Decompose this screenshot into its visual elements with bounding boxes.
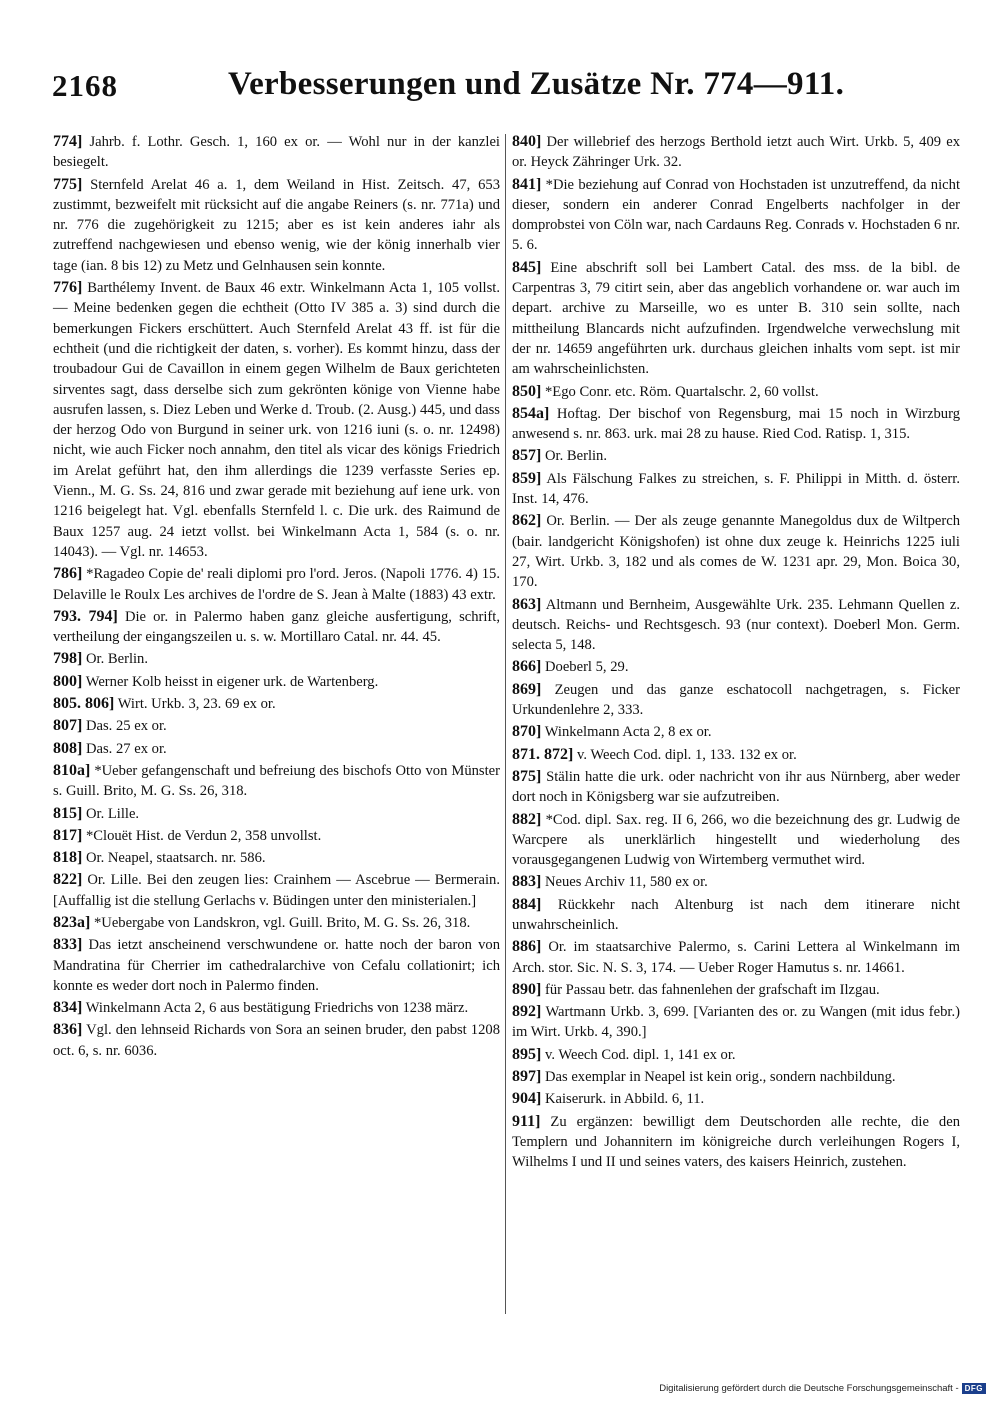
entry-text: Wartmann Urkb. 3, 699. [Varianten des or. zu Wangen (mit idus febr.) im Wirt. Urkb. 4, 390.] xyxy=(512,1004,960,1041)
entry-text: Or. Berlin. — Der als zeuge genannte Manegoldus dux de Wiltperch (bair. landgericht Königshofen) ist ohne dux zeuge k. Heinrichs 1225 iuli 27, Wirt. Urkb. 3, 182 und als comes de W. 1231 apr. 29, Mon. Boica 30, 170. xyxy=(512,513,960,591)
entry-text: Das exemplar in Neapel ist kein orig., sondern nachbildung. xyxy=(544,1069,896,1086)
footer-text: Digitalisierung gefördert durch die Deutsche Forschungsgemeinschaft - xyxy=(659,1383,959,1394)
entry-text: *Ueber gefangenschaft und befreiung des bischofs Otto von Münster s. Guill. Brito, M. G. Ss. 26, 318. xyxy=(53,762,501,800)
entry-number: 886] xyxy=(512,938,542,956)
entry-number: 836] xyxy=(53,1021,83,1039)
entry xyxy=(512,382,960,402)
entry-text: Kaiserurk. in Abbild. 6, 11. xyxy=(544,1091,705,1108)
entry xyxy=(53,694,500,714)
entry-number: 807] xyxy=(53,717,83,735)
entry-number: 840] xyxy=(512,133,542,150)
entry-text: Or. Lille. Bei den zeugen lies: Crainhem — Ascebrue — Bermerain. [Auffallig ist die stellung Gerlachs v. Büdingen unter den ministerialen.] xyxy=(53,872,500,909)
entry-number: 823a] xyxy=(53,913,91,931)
entry-number: 870] xyxy=(512,723,542,741)
entry-text: *Uebergabe von Landskron, vgl. Guill. Brito, M. G. Ss. 26, 318. xyxy=(93,914,471,931)
entry xyxy=(512,1045,960,1065)
entry-number: 833] xyxy=(53,936,83,954)
entry-text: Winkelmann Acta 2, 8 ex or. xyxy=(544,724,712,741)
entry-number: 875] xyxy=(512,767,542,785)
entry xyxy=(53,998,500,1018)
entry-text: für Passau betr. das fahnenlehen der grafschaft im Ilzgau. xyxy=(544,981,880,998)
entry-number: 857] xyxy=(512,447,542,465)
entry-number: 800] xyxy=(53,672,83,690)
entry-text: *Clouët Hist. de Verdun 2, 358 unvollst. xyxy=(85,827,322,844)
entry-number: 834] xyxy=(53,999,83,1017)
entry xyxy=(512,895,960,936)
entry xyxy=(512,937,960,978)
entry-text: Eine abschrift soll bei Lambert Catal. des mss. de la bibl. de Carpentras 3, 79 citirt sein, aber das angeblich vorhandene or. war auch im depart. archive zu Marseille, wo es unter B. 310 sein sollte, nach mittheilung Blancards nicht aufzufinden. Irgendwelche verwechslung mit der nr. 14659 angeführten urk. durchaus gleichen inhalts vom sept. ist mir am wahrscheinlichsten. xyxy=(512,259,960,378)
entry-text: Der willebrief des herzogs Berthold ietzt auch Wirt. Urkb. 5, 409 ex or. Heyck Zähringer Urk. 32. xyxy=(512,134,960,171)
entry-number: 866] xyxy=(512,658,542,676)
entry xyxy=(512,1002,960,1043)
entry xyxy=(512,446,960,466)
entry-text: Winkelmann Acta 2, 6 aus bestätigung Friedrichs von 1238 märz. xyxy=(85,1000,469,1017)
entry-text: Das. 27 ex or. xyxy=(85,740,167,757)
entry-number: 863] xyxy=(512,595,542,613)
entry-number: 897] xyxy=(512,1068,542,1086)
entry xyxy=(53,804,500,824)
entry xyxy=(512,722,960,742)
entry-text: Altmann und Bernheim, Ausgewählte Urk. 235. Lehmann Quellen z. deutsch. Reichs- und Rechtsgesch. 93 (nur context). Doeberl Mon. Germ. selecta 5, 148. xyxy=(512,596,960,654)
entry-number: 817] xyxy=(53,826,83,844)
entry xyxy=(512,511,960,592)
entry xyxy=(512,810,960,871)
entry-number: 822] xyxy=(53,871,83,889)
entry-number: 793. 794] xyxy=(53,607,118,625)
entry xyxy=(53,564,500,605)
entry xyxy=(512,1089,960,1109)
entry-text: Wirt. Urkb. 3, 23. 69 ex or. xyxy=(117,696,276,713)
entry xyxy=(512,657,960,677)
entry-number: 815] xyxy=(53,804,83,822)
entry-text: *Cod. dipl. Sax. reg. II 6, 266, wo die bezeichnung des gr. Ludwig de Warcpere als unerklärlich hingestellt und wiederholung des vorausgegangenen Ludwig von Wirtemberg vermuthet wird. xyxy=(512,811,960,869)
entry-text: Zeugen und das ganze eschatocoll nachgetragen, s. Ficker Urkundenlehre 2, 333. xyxy=(512,681,960,719)
entry xyxy=(512,980,960,1000)
entry-text: Or. Lille. xyxy=(85,805,140,822)
entry xyxy=(53,739,500,759)
page-title: Verbesserungen und Zusätze Nr. 774—911. xyxy=(228,66,845,102)
entry xyxy=(512,258,960,380)
entry-number: 892] xyxy=(512,1003,542,1021)
entry-text: Doeberl 5, 29. xyxy=(544,659,629,676)
entry-text: Das ietzt anscheinend verschwundene or. hatte noch der baron von Mandratina für Cherrier im cathedralarchive von Cefalu collationirt; ich konnte es weder dort noch in Palermo finden. xyxy=(53,937,500,994)
entry xyxy=(512,132,960,173)
entry-text: v. Weech Cod. dipl. 1, 141 ex or. xyxy=(544,1046,736,1063)
entry-number: 841] xyxy=(512,175,542,193)
entry-text: Vgl. den lehnseid Richards von Sora an seinen bruder, den pabst 1208 oct. 6, s. nr. 6036. xyxy=(53,1022,500,1059)
entry xyxy=(512,469,960,510)
entry-number: 882] xyxy=(512,810,542,828)
entry-number: 911] xyxy=(512,1112,541,1130)
entry xyxy=(53,672,500,692)
entry-number: 808] xyxy=(53,739,83,757)
entry xyxy=(512,767,960,808)
entry xyxy=(53,649,500,669)
entry-text: Or. Neapel, staatsarch. nr. 586. xyxy=(85,850,266,867)
left-column xyxy=(53,132,500,1063)
entry-text: Als Fälschung Falkes zu streichen, s. F. Philippi in Mitth. d. österr. Inst. 14, 476. xyxy=(512,470,960,508)
entry-text: Or. Berlin. xyxy=(544,448,608,465)
entry-number: 798] xyxy=(53,650,83,668)
entry-text: Stälin hatte die urk. oder nachricht von ihr aus Nürnberg, aber weder dort noch in Königsberg war sie aufzutreiben. xyxy=(512,768,960,806)
entry xyxy=(53,935,500,996)
entry-text: v. Weech Cod. dipl. 1, 133. 132 ex or. xyxy=(576,746,797,763)
entry xyxy=(512,595,960,656)
entry xyxy=(53,716,500,736)
entry-number: 775] xyxy=(53,175,83,193)
entry-number: 890] xyxy=(512,980,542,998)
entry-number: 805. 806] xyxy=(53,695,115,713)
entry xyxy=(512,175,960,256)
entry-text: Das. 25 ex or. xyxy=(85,718,167,735)
column-divider xyxy=(505,134,506,1314)
right-column xyxy=(512,132,960,1175)
footer xyxy=(659,1383,986,1394)
entry-number: 774] xyxy=(53,133,83,150)
entry-text: Rückkehr nach Altenburg ist nach dem itinerare nicht unwahrscheinlich. xyxy=(512,896,961,933)
entry-number: 818] xyxy=(53,849,83,867)
entry-text: Hoftag. Der bischof von Regensburg, mai 15 noch in Wirzburg anwesend s. nr. 863. urk. mai 28 zu hause. Ried Cod. Ratisp. 1, 315. xyxy=(512,405,960,443)
entry-text: Jahrb. f. Lothr. Gesch. 1, 160 ex or. — Wohl nur in der kanzlei besiegelt. xyxy=(53,134,500,171)
entry-text: Zu ergänzen: bewilligt dem Deutschorden alle rechte, die den Templern und Johannitern im königreiche durch verleihungen Rogers I, Wilhelms I und II und seines vaters, des kaisers Heinrich, zustehen. xyxy=(512,1113,960,1171)
entry-text: *Ego Conr. etc. Röm. Quartalschr. 2, 60 vollst. xyxy=(544,383,819,400)
entry-text: Werner Kolb heisst in eigener urk. de Wartenberg. xyxy=(85,673,379,690)
entry xyxy=(512,872,960,892)
entry-number: 883] xyxy=(512,873,542,891)
entry-number: 776] xyxy=(53,279,83,297)
entry-text: Or. im staatsarchive Palermo, s. Carini Lettera al Winkelmann im Arch. stor. Sic. N. S. 3, 174. — Ueber Roger Hamutus s. nr. 14661. xyxy=(512,939,960,976)
page-number: 2168 xyxy=(52,68,118,103)
entry xyxy=(53,848,500,868)
entry xyxy=(512,1067,960,1087)
entry-number: 854a] xyxy=(512,404,550,422)
entry xyxy=(512,745,960,765)
entry-text: Barthélemy Invent. de Baux 46 extr. Winkelmann Acta 1, 105 vollst. — Meine bedenken gegen die echtheit (Otto IV 385 a. 3) sind durch die bemerkungen Fickers erschüttert. Auch Sternfeld Arelat 43 ff. ist für die echtheit (und die richtigkeit der daten, s. vorher). Es kommt hinzu, dass der troubadour Gui de Cavaillon in einem gegen Wilhelm de Baux gerichteten sirventes sagt, dass derselbe sich zum gekrönten könige von Vienne habe ausrufen lassen, s. Diez Leben und Werke d. Troub. (2. Ausg.) 445, und dass der herzog Odo von Burgund in seiner urk. von 1216 iuni (s. o. nr. 12498) nicht, wie auch Ficker noch annahm, den titel als vicar des königs Friedrich im Arelat geführt hat, den ihm allerdings die 1239 verfasste Series ep. Vienn., M. G. Ss. 24, 816 und zwar gerade mit beziehung auf iene urk. von 1216 beigelegt hat. Vgl. ebenfalls Sternfeld l. c. Die urk. des Raimund de Baux 1257 aug. 24 ietzt vollst. bei Winkelmann Acta 1, 584 (s. o. nr. 14043). — Vgl. nr. 14653. xyxy=(53,280,500,560)
entry xyxy=(53,607,500,648)
entry-number: 862] xyxy=(512,512,542,530)
entry xyxy=(512,404,960,445)
entry-text: Sternfeld Arelat 46 a. 1, dem Weiland in Hist. Zeitsch. 47, 653 zustimmt, bezweifelt mit rücksicht auf die angabe Reiners (s. nr. 771a) und nr. 776 die zugehörigkeit zu 1215; aber es ist kein anderes iahr als zutreffend nachgewiesen und ebenso wenig, wie der könig innerhalb vier tage (ian. 8 bis 12) zu Metz und Gelnhausen sein konnte. xyxy=(53,176,500,274)
entry xyxy=(53,132,500,173)
dfg-logo: DFG xyxy=(962,1383,986,1394)
entry-text: Die or. in Palermo haben ganz gleiche ausfertigung, schrift, vertheilung der eingangszeilen u. s. w. Mortillaro Catal. nr. 44. 45. xyxy=(53,608,500,646)
entry xyxy=(512,1112,960,1173)
entry-number: 786] xyxy=(53,565,83,583)
entry xyxy=(53,761,500,802)
entry-text: *Ragadeo Copie de' reali diplomi pro l'ord. Jeros. (Napoli 1776. 4) 15. Delaville le Roulx Les archives de l'ordre de S. Jean à Malte (1883) 43 extr. xyxy=(53,566,500,603)
entry xyxy=(53,1020,500,1061)
entry-number: 859] xyxy=(512,469,542,487)
entry xyxy=(53,278,500,562)
entry-number: 904] xyxy=(512,1090,542,1108)
entry xyxy=(512,680,960,721)
entry-number: 884] xyxy=(512,895,542,913)
entry-number: 850] xyxy=(512,382,542,400)
entry-number: 871. 872] xyxy=(512,745,574,763)
entry xyxy=(53,826,500,846)
entry-text: *Die beziehung auf Conrad von Hochstaden ist unzutreffend, da nicht dieser, sondern ein anderer Conrad Engelberts nachfolger in der domprobstei von Cöln war, nach Cardauns Reg. Conrads v. Hochstaden 6 nr. 5. 6. xyxy=(512,176,960,254)
entry-text: Neues Archiv 11, 580 ex or. xyxy=(544,874,708,891)
entry-text: Or. Berlin. xyxy=(85,651,149,668)
entry xyxy=(53,913,500,933)
entry-number: 895] xyxy=(512,1045,542,1063)
entry-number: 810a] xyxy=(53,761,91,779)
entry-number: 869] xyxy=(512,680,542,698)
entry-number: 845] xyxy=(512,258,542,276)
entry xyxy=(53,175,500,276)
entry xyxy=(53,870,500,911)
